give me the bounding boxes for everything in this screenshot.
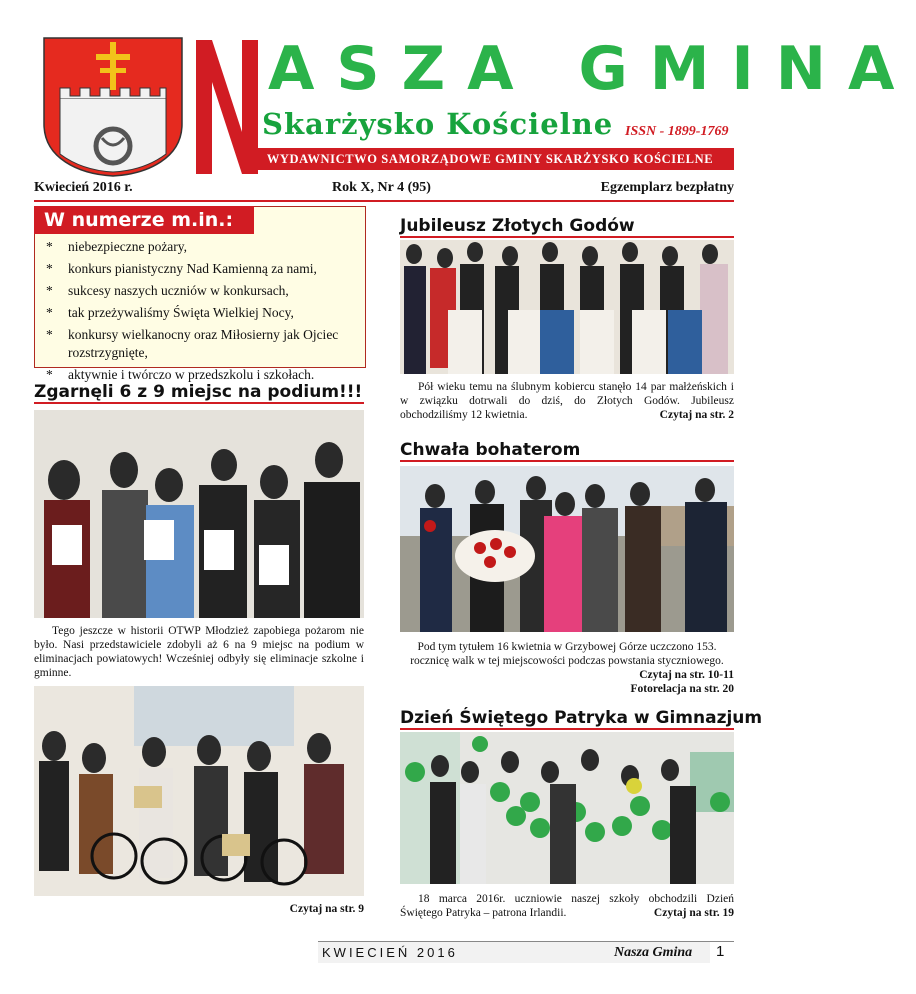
issue-number: Rok X, Nr 4 (95) — [332, 180, 431, 195]
footer-divider — [318, 941, 734, 942]
jubileusz-heading: Jubileusz Złotych Godów — [400, 216, 734, 238]
chwala-photo-report: Fotorelacja na str. 20 — [630, 683, 734, 695]
chwala-read-more: Czytaj na str. 10-11 — [639, 669, 734, 681]
list-item: * konkurs pianistyczny Nad Kamienną za nami, — [44, 260, 354, 278]
list-item: * konkursy wielkanocny oraz Miłosierny jak Ojciec rozstrzygnięte, — [44, 326, 354, 362]
podium-heading: Zgarnęli 6 z 9 miejsc na podium!!! — [34, 382, 363, 402]
issn-number: ISSN - 1899-1769 — [625, 124, 729, 139]
podium-photo — [34, 410, 364, 618]
issue-price: Egzemplarz bezpłatny — [600, 180, 734, 195]
jubileusz-caption: Pół wieku temu na ślubnym kobiercu stanęło 14 par małżeńskich i w związku dotrwali do dziś, do Złotych Godów. Jubileusz obchodziliśmy 12 kwietnia. — [400, 381, 734, 421]
chwala-photo — [400, 466, 734, 632]
coat-of-arms-logo — [40, 36, 186, 178]
patryk-caption: 18 marca 2016r. uczniowie naszej szkoły obchodzili Dzień Świętego Patryka – patrona Irlandii. — [400, 893, 734, 919]
in-this-issue-list — [44, 238, 354, 388]
bikes-photo — [34, 686, 364, 896]
list-item: * aktywnie i twórczo w przedszkolu i szkołach. — [44, 366, 354, 384]
patryk-read-more: Czytaj na str. 19 — [653, 907, 734, 919]
chwala-heading: Chwała bohaterom — [400, 440, 734, 462]
patryk-heading: Dzień Świętego Patryka w Gimnazjum — [400, 708, 763, 728]
list-item: * sukcesy naszych uczniów w konkursach, — [44, 282, 354, 300]
issue-date: Kwiecień 2016 r. — [34, 180, 133, 195]
bikes-read-more: Czytaj na str. 9 — [289, 903, 364, 915]
list-item: * niebezpieczne pożary, — [44, 238, 354, 256]
masthead-subtitle: Skarżysko Kościelne — [262, 107, 614, 141]
footer-month: KWIECIEŃ 2016 — [322, 945, 458, 960]
podium-caption: Tego jeszcze w historii OTWP Młodzież zapobiega pożarom nie było. Nasi przedstawiciele zdobyli aż 6 na 9 miejsc na podium w eliminacjach powiatowych! Wcześniej odbyły się eliminacje szkolne i gminne. — [34, 625, 364, 679]
list-item: * tak przeżywaliśmy Święta Wielkiej Nocy, — [44, 304, 354, 322]
patryk-photo — [400, 732, 734, 884]
page-number: 1 — [716, 943, 725, 960]
publisher-bar: WYDAWNICTWO SAMORZĄDOWE GMINY SKARŻYSKO KOŚCIELNE — [246, 148, 734, 170]
jubileusz-read-more: Czytaj na str. 2 — [659, 409, 734, 421]
footer-publication-name: Nasza Gmina — [614, 945, 693, 960]
chwala-caption: Pod tym tytułem 16 kwietnia w Grzybowej Górze uczczono 153. rocznicę walk w tej miejscowości podczas powstania styczniowego. — [410, 641, 724, 667]
jubileusz-photo — [400, 240, 734, 374]
issue-info-row — [34, 180, 734, 202]
masthead-title: ASZA GMINA — [268, 34, 916, 104]
in-this-issue-heading: W numerze m.in.: — [34, 206, 254, 234]
